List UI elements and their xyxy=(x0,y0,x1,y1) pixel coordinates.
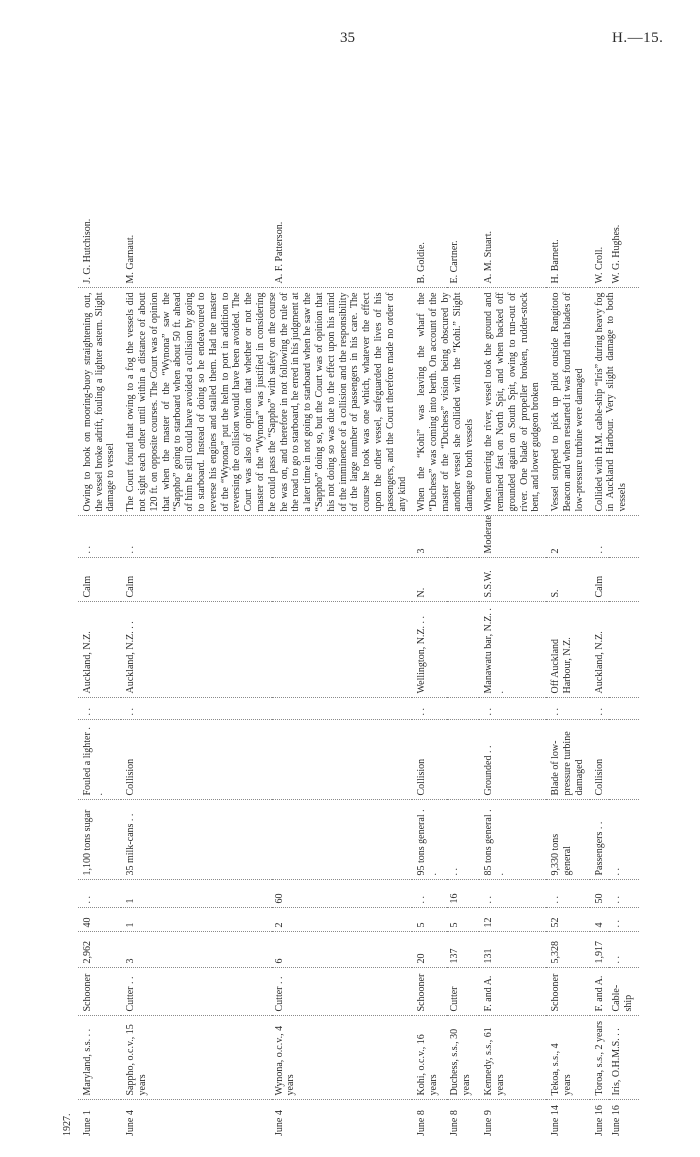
table-row xyxy=(609,60,639,1140)
crew-cell: 12 xyxy=(479,908,546,932)
table-row xyxy=(447,60,479,1140)
year-label: 1927. xyxy=(62,1113,73,1136)
crew-cell: 2 xyxy=(272,908,413,932)
tonnage-cell: 20 xyxy=(412,932,447,968)
remarks-cell: When entering the river, vessel took the ground and remained fast on North Spit, and when backed off grounded again on South Spit, owing to run-out of river. One blade of propeller broken, rudder-stock bent, and lower gudgeon broken xyxy=(479,288,546,516)
rig-cell: Cutter . . xyxy=(121,968,271,1016)
casualty-cell: Fouled a lighter . . xyxy=(78,720,121,800)
wind-cell: Calm xyxy=(121,558,271,602)
wind-cell xyxy=(447,558,479,602)
place-dots-cell: . . xyxy=(590,698,610,720)
casualty-cell xyxy=(609,720,639,800)
year-row xyxy=(60,60,78,1140)
rig-cell: Schooner xyxy=(78,968,121,1016)
wind-cell: Calm xyxy=(78,558,121,602)
rig-cell: F. and A. xyxy=(479,968,546,1016)
date-cell: June 4 xyxy=(273,1110,285,1136)
force-cell: Moderate xyxy=(479,516,546,558)
date-cell: June 8 xyxy=(448,1110,460,1136)
officer-cell: E. Cartner. xyxy=(447,60,479,288)
tonnage-cell: 2,962 xyxy=(78,932,121,968)
place-cell xyxy=(447,602,479,698)
date-cell: June 8 xyxy=(416,1110,428,1136)
vessel-cell: Tekoa, s.s., 4 years xyxy=(546,1016,589,1100)
casualty-cell xyxy=(272,720,413,800)
tonnage-cell: 131 xyxy=(479,932,546,968)
place-cell: Auckland, N.Z. . . xyxy=(121,602,271,698)
remarks-cell: When the “Kohi” was leaving the wharf the “Duchess” was coming into berth. On account of the master of the “Duchess” vision being obscured by another vessel she collided with the “Kohi.” Slight damage to both vessels xyxy=(412,288,479,516)
crew-cell: 1 xyxy=(121,908,271,932)
tonnage-cell: 3 xyxy=(121,932,271,968)
officer-cell: A. F. Patterson. xyxy=(272,60,413,288)
date-cell: June 1 xyxy=(81,1110,93,1136)
cargo-cell: 35 milk-cans . . xyxy=(121,800,271,880)
wind-cell: S.S.W. xyxy=(479,558,546,602)
vessel-cell: Wynona, o.c.v., 4 years xyxy=(272,1016,413,1100)
remarks-cell: Owing to hook on mooring-buoy straightening out, the vessel broke adrift, fouling a lighter astern. Slight damage to vessel xyxy=(78,288,121,516)
rig-cell: Cable-ship xyxy=(609,968,639,1016)
casualty-cell: Blade of low-pressure turbine damaged xyxy=(546,720,589,800)
place-cell xyxy=(272,602,413,698)
page-reference: H.—15. xyxy=(612,30,664,46)
place-dots-cell: . . xyxy=(479,698,546,720)
cargo-cell: Passengers . . xyxy=(590,800,610,880)
casualty-cell: Collision xyxy=(121,720,271,800)
cargo-cell: 9,330 tons general xyxy=(546,800,589,880)
cargo-cell: . . xyxy=(609,800,639,880)
table-row xyxy=(590,60,610,1140)
force-cell: . . xyxy=(590,516,610,558)
place-cell: Off Auckland Harbour, N.Z. xyxy=(546,602,589,698)
remarks-cell: Collided with H.M. cable-ship “Iris” during heavy fog in Auckland Harbour. Very slight damage to both vessels xyxy=(590,288,639,516)
page-number: 35 xyxy=(340,30,355,46)
tonnage-cell: 137 xyxy=(447,932,479,968)
cargo-cell: . . xyxy=(447,800,479,880)
passengers-cell: 50 xyxy=(590,880,610,908)
remarks-cell: The Court found that owing to a fog the vessels did not sight each other until within a distance of about 120 ft. on opposite courses. The Court was of opinion that when the master of the “Wynona” saw the “Sappho” going to starboard when about 50 ft. ahead of him he still could have avoided a collision by going to starboard. Instead of doing so he endeavoured to reverse his engines and stalled them. Had the master of the “Wynona” put the helm to port in addition to reversing the collision would have been avoided. The Court was also of opinion that whether or not the master of the “Wynona” was justified in considering he could pass the “Sappho” with safety on the course he was on, and therefore in not following the rule of the road to go to starboard, he erred in his judgment at a later time in not going to starboard when he saw the “Sappho” doing so, but the Court was of opinion that his not doing so was due to the effect upon his mind of the imminence of a collision and the responsibility of the large number of passengers in his care. The course he took was one which, whatever the effect upon the other vessel, safeguarded the lives of his passengers, and the Court therefore made no order of any kind xyxy=(121,288,412,516)
officer-cell: W. G. Hughes. xyxy=(609,60,639,288)
crew-cell: 5 xyxy=(412,908,447,932)
tonnage-cell: 6 xyxy=(272,932,413,968)
tonnage-cell: . . xyxy=(609,932,639,968)
remarks-cell: Vessel stopped to pick up pilot outside Rangitoto Beacon and when restarted it was found that blades of low-pressure turbine were damaged xyxy=(546,288,589,516)
date-cell: June 14 xyxy=(550,1105,562,1136)
passengers-cell: 1 xyxy=(121,880,271,908)
place-dots-cell xyxy=(447,698,479,720)
place-dots-cell: . . xyxy=(546,698,589,720)
place-dots-cell xyxy=(609,698,639,720)
table-row xyxy=(272,60,413,1140)
officer-cell: W. Croll. xyxy=(590,60,610,288)
table-row xyxy=(412,60,447,1140)
place-cell: Manawatu bar, N.Z. . . xyxy=(479,602,546,698)
force-cell: 3 xyxy=(412,516,447,558)
date-cell: June 4 xyxy=(125,1110,137,1136)
date-cell: June 16 xyxy=(611,1105,623,1136)
cargo-cell: 95 tons general . . xyxy=(412,800,447,880)
place-dots-cell xyxy=(272,698,413,720)
place-dots-cell: . . xyxy=(78,698,121,720)
casualty-cell xyxy=(447,720,479,800)
table-row xyxy=(121,60,271,1140)
vessel-cell: Toroa, s.s., 2 years xyxy=(590,1016,610,1100)
officer-cell: H. Barnett. xyxy=(546,60,589,288)
force-cell xyxy=(272,516,413,558)
passengers-cell: . . xyxy=(78,880,121,908)
wind-cell: Calm xyxy=(590,558,610,602)
cargo-cell: 1,100 tons sugar xyxy=(78,800,121,880)
place-cell: Auckland, N.Z. xyxy=(590,602,610,698)
place-dots-cell: . . xyxy=(121,698,271,720)
tonnage-cell: 5,328 xyxy=(546,932,589,968)
place-dots-cell: . . xyxy=(412,698,447,720)
wind-cell: N. xyxy=(412,558,447,602)
vessel-cell: Sappho, o.c.v., 15 years xyxy=(121,1016,271,1100)
passengers-cell: . . xyxy=(479,880,546,908)
officer-cell: A. M. Stuart. xyxy=(479,60,546,288)
place-cell xyxy=(609,602,639,698)
vessel-cell: Duchess, s.s., 30 years xyxy=(447,1016,479,1100)
crew-cell: 4 xyxy=(590,908,610,932)
table-row xyxy=(78,60,121,1140)
officer-cell: J. G. Hutchison. xyxy=(78,60,121,288)
rig-cell: Cutter . . xyxy=(272,968,413,1016)
vessel-cell: Kohi, o.c.v., 16 years xyxy=(412,1016,447,1100)
table-row xyxy=(546,60,589,1140)
force-cell xyxy=(447,516,479,558)
officer-cell: B. Goldie. xyxy=(412,60,447,288)
vessel-cell: Kennedy, s.s., 61 years xyxy=(479,1016,546,1100)
passengers-cell: . . xyxy=(546,880,589,908)
rig-cell: F. and A. xyxy=(590,968,610,1016)
date-cell: June 9 xyxy=(483,1110,495,1136)
force-cell: . . xyxy=(121,516,271,558)
cargo-cell: 85 tons general . . xyxy=(479,800,546,880)
force-cell: . . xyxy=(78,516,121,558)
passengers-cell: 16 xyxy=(447,880,479,908)
casualty-cell: Collision xyxy=(412,720,447,800)
crew-cell: . . xyxy=(609,908,639,932)
wind-cell xyxy=(609,558,639,602)
place-cell: Auckland, N.Z. xyxy=(78,602,121,698)
passengers-cell: 60 xyxy=(272,880,413,908)
wind-cell xyxy=(272,558,413,602)
crew-cell: 5 xyxy=(447,908,479,932)
rig-cell: Cutter xyxy=(447,968,479,1016)
officer-cell: M. Garnaut. xyxy=(121,60,271,288)
force-cell xyxy=(609,516,639,558)
tonnage-cell: 1,917 xyxy=(590,932,610,968)
force-cell: 2 xyxy=(546,516,589,558)
table-row xyxy=(479,60,546,1140)
cargo-cell xyxy=(272,800,413,880)
casualty-table xyxy=(60,60,639,1140)
rig-cell: Schooner xyxy=(412,968,447,1016)
casualty-cell: Grounded . . xyxy=(479,720,546,800)
vessel-cell: Iris, O.H.M.S. . . xyxy=(609,1016,639,1100)
wind-cell: S. xyxy=(546,558,589,602)
crew-cell: 40 xyxy=(78,908,121,932)
passengers-cell: . . xyxy=(609,880,639,908)
vessel-cell: Maryland, s.s. . . xyxy=(78,1016,121,1100)
casualty-cell: Collision xyxy=(590,720,610,800)
rig-cell: Schooner xyxy=(546,968,589,1016)
crew-cell: 52 xyxy=(546,908,589,932)
place-cell: Wellington, N.Z. . . xyxy=(412,602,447,698)
date-cell: June 16 xyxy=(593,1105,605,1136)
casualty-table-rotated xyxy=(60,60,650,1140)
passengers-cell: . . xyxy=(412,880,447,908)
